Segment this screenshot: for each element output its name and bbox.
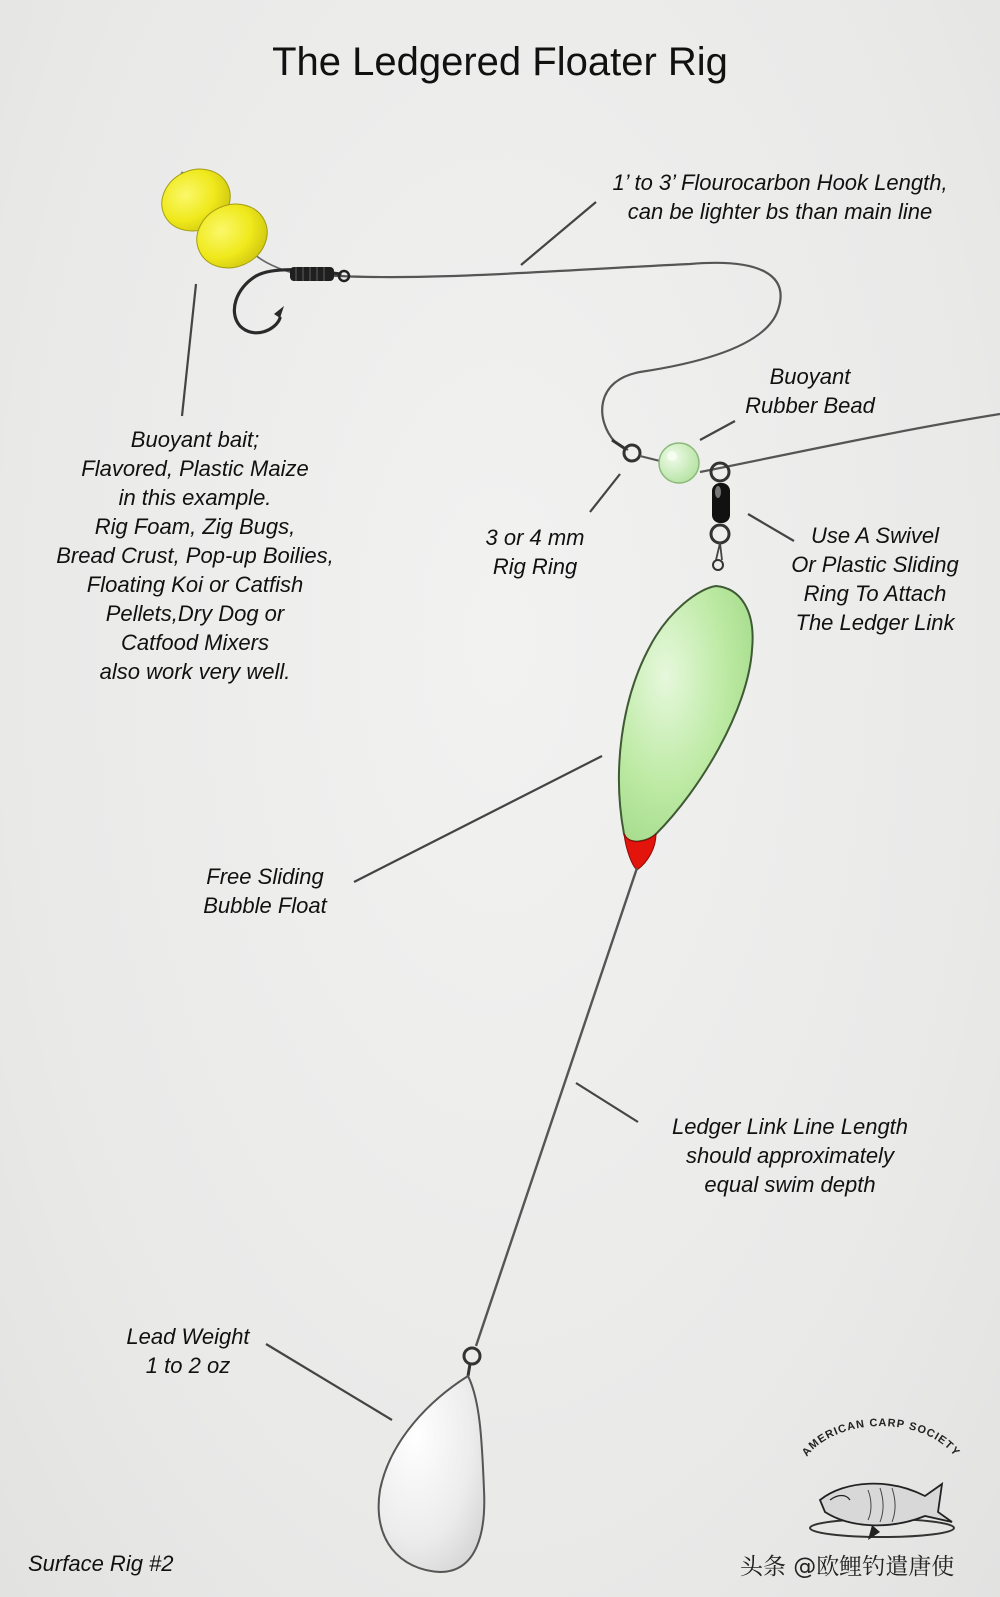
label-rig-ring: 3 or 4 mm Rig Ring	[485, 525, 585, 579]
american-carp-society-logo	[800, 1417, 962, 1540]
leader-ledger-link	[576, 1083, 638, 1122]
leader-lead-weight	[266, 1344, 392, 1420]
leader-rig-ring	[590, 474, 620, 512]
label-bubble-float: Free Sliding Bubble Float	[203, 864, 327, 918]
hook	[234, 267, 349, 333]
hook-length-line	[322, 263, 781, 450]
label-swivel: Use A Swivel Or Plastic Sliding Ring To Attach The Ledger Link	[791, 523, 959, 635]
leader-rubber-bead	[700, 421, 735, 440]
svg-text:AMERICAN CARP SOCIETY	[800, 1417, 962, 1459]
label-rubber-bead: Buoyant Rubber Bead	[745, 364, 875, 418]
rig-ring	[612, 440, 664, 462]
lead-weight	[379, 1348, 485, 1572]
swivel	[711, 463, 730, 570]
diagram-title: The Ledgered Floater Rig	[272, 40, 728, 84]
bubble-float	[619, 586, 753, 870]
footer-caption: Surface Rig #2	[28, 1551, 174, 1576]
watermark: 头条 @欧鲤钓遣唐使	[740, 1554, 955, 1580]
maize-bait	[152, 158, 278, 279]
rubber-bead	[659, 443, 699, 483]
leader-bubble-float	[354, 756, 602, 882]
main-line	[700, 414, 1000, 472]
logo-text: AMERICAN CARP SOCIETY	[799, 1417, 963, 1459]
leader-bait	[182, 284, 196, 416]
label-hook-length: 1’ to 3’ Flourocarbon Hook Length, can be lighter bs than main line	[612, 170, 948, 224]
label-bait: Buoyant bait; Flavored, Plastic Maize in this example. Rig Foam, Zig Bugs, Bread Crust, Pop-up Boilies, Floating Koi or Catfish Pellets,Dry Dog or Catfood Mixers also work very well.	[56, 427, 334, 684]
label-lead-weight: Lead Weight 1 to 2 oz	[126, 1324, 250, 1378]
label-ledger-link: Ledger Link Line Length should approximately equal swim depth	[671, 1114, 909, 1197]
